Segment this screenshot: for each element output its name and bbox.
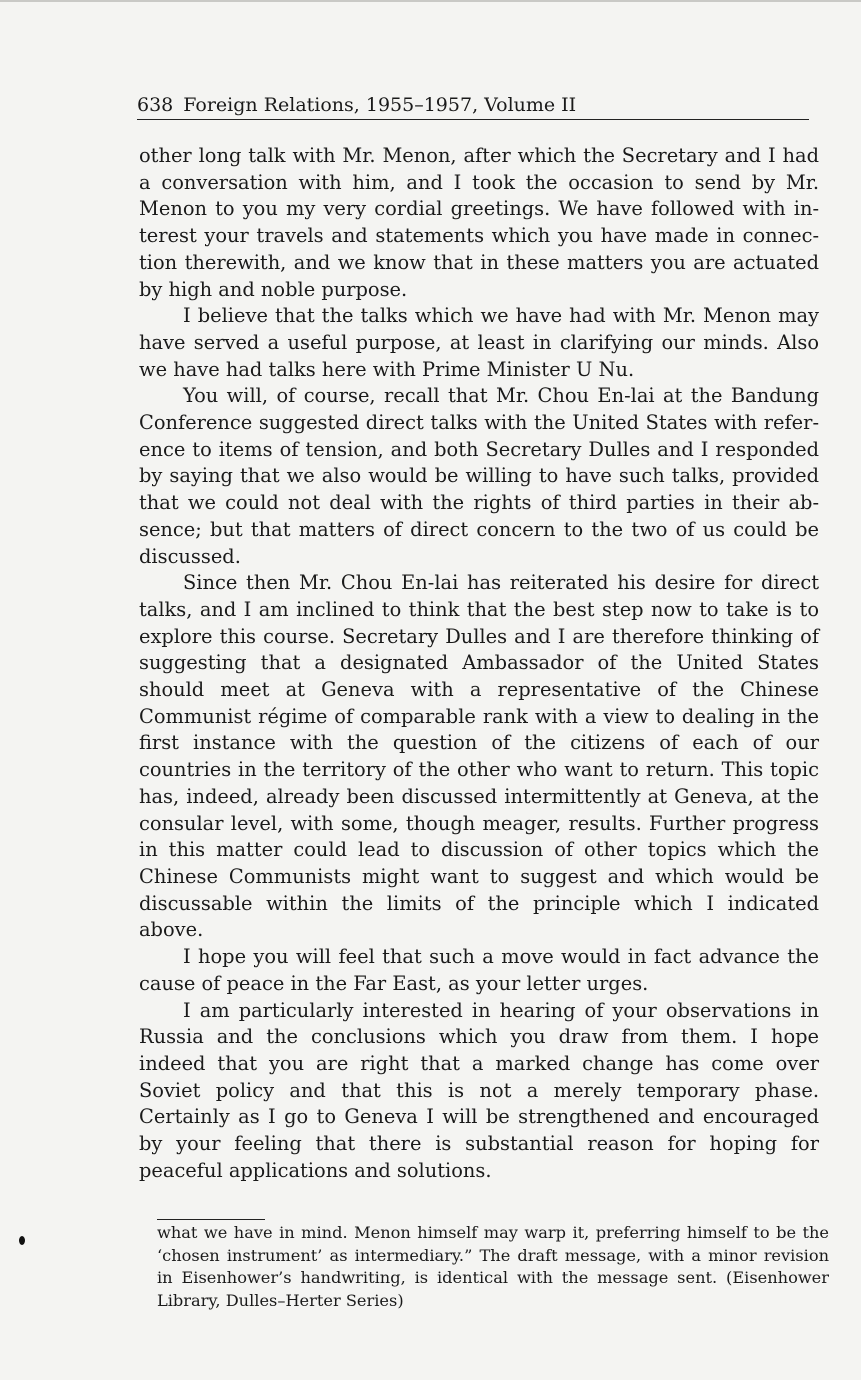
paragraph: You will, of course, recall that Mr. Chou En-lai at the Bandung Conference suggested direct talks with the United States with reference to items of tension, and both Secretary Dulles and I responded by saying that we also would be willing to have such talks, provided that we could not deal with the rights of third parties in their absence; but that matters of direct concern to the two of us could be discussed. bbox=[139, 384, 819, 568]
page-number: 638 bbox=[137, 94, 174, 116]
footnote-text: what we have in mind. Menon himself may warp it, preferring himself to be the ‘chosen instrument’ as intermediary.” The draft message, with a minor revision in Eisenhower’s handwriting, is identical with the message sent. (Eisenhower Library, Dulles–Herter Series) bbox=[157, 1223, 829, 1310]
body-text bbox=[139, 143, 819, 1184]
running-head bbox=[137, 92, 809, 120]
paragraph: I hope you will feel that such a move would in fact advance the cause of peace in the Far East, as your letter urges. bbox=[139, 945, 819, 995]
footnote-rule bbox=[157, 1219, 265, 1220]
paragraph: I am particularly interested in hearing of your observations in Russia and the conclusions which you draw from them. I hope indeed that you are right that a marked change has come over Soviet policy and that this is not a merely temporary phase. Certainly as I go to Geneva I will be strengthened and encouraged by your feeling that there is substantial reason for hoping for peaceful applications and solutions. bbox=[139, 998, 819, 1182]
paragraph-continued: other long talk with Mr. Menon, after which the Secretary and I had a conversation with him, and I took the occasion to send by Mr. Menon to you my very cordial greetings. We have followed with interest your travels and statements which you have made in connection therewith, and we know that in these matters you are actuated by high and noble purpose. bbox=[139, 144, 819, 301]
footnote bbox=[157, 1222, 829, 1312]
paragraph: Since then Mr. Chou En-lai has reiterated his desire for direct talks, and I am inclined to think that the best step now to take is to explore this course. Secretary Dulles and I are therefore thinking of suggesting that a designated Ambassador of the United States should meet at Geneva with a representative of the Chinese Communist régime of comparable rank with a view to dealing in the first instance with the question of the citizens of each of our countries in the territory of the other who want to return. This topic has, indeed, already been discussed intermittently at Geneva, at the consular level, with some, though meager, results. Further progress in this matter could lead to discussion of other topics which the Chinese Communists might want to suggest and which would be discussable within the limits of the principle which I indicated above. bbox=[139, 571, 819, 942]
running-title: Foreign Relations, 1955–1957, Volume II bbox=[183, 94, 577, 116]
margin-mark bbox=[19, 1236, 25, 1245]
page-edge bbox=[0, 0, 861, 2]
paragraph: I believe that the talks which we have had with Mr. Menon may have served a useful purpose, at least in clarifying our minds. Also we have had talks here with Prime Minister U Nu. bbox=[139, 304, 819, 381]
